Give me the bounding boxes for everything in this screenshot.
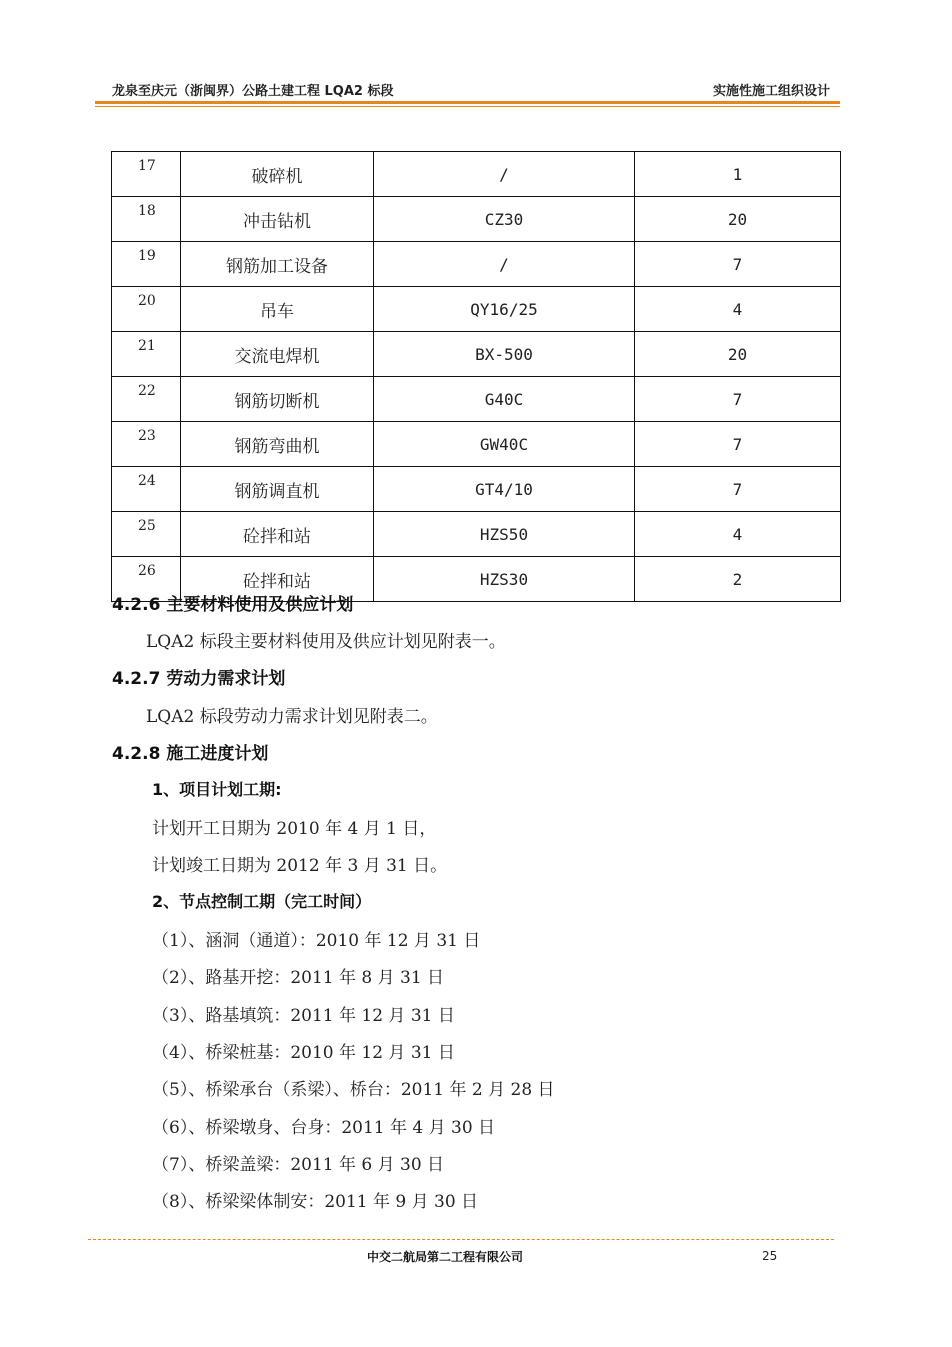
planned-completion-date: 计划竣工日期为 2012 年 3 月 31 日。 xyxy=(152,856,448,876)
table-row xyxy=(112,332,841,377)
milestone-item: （8）、桥梁梁体制安：2011 年 9 月 30 日 xyxy=(152,1192,479,1212)
planned-start-date: 计划开工日期为 2010 年 4 月 1 日， xyxy=(152,819,437,839)
header-project-title: 龙泉至庆元（浙闽界）公路土建工程 LQA2 标段 xyxy=(112,84,394,99)
equipment-model: CZ30 xyxy=(374,197,635,242)
equipment-model: GT4/10 xyxy=(374,467,635,512)
equipment-quantity: 2 xyxy=(635,557,841,602)
table-row xyxy=(112,422,841,467)
row-number: 17 xyxy=(112,152,181,197)
equipment-name: 钢筋弯曲机 xyxy=(181,422,374,467)
equipment-model: BX-500 xyxy=(374,332,635,377)
equipment-quantity: 7 xyxy=(635,467,841,512)
table-row xyxy=(112,152,841,197)
equipment-name: 冲击钻机 xyxy=(181,197,374,242)
page-header xyxy=(112,76,830,100)
footer-company-name: 中交二航局第二工程有限公司 xyxy=(366,1250,523,1264)
footer-divider xyxy=(88,1239,834,1240)
equipment-name: 钢筋切断机 xyxy=(181,377,374,422)
page-number: 25 xyxy=(762,1249,778,1263)
table-row xyxy=(112,467,841,512)
row-number: 25 xyxy=(112,512,181,557)
equipment-quantity: 4 xyxy=(635,512,841,557)
equipment-model: / xyxy=(374,152,635,197)
table-row xyxy=(112,512,841,557)
equipment-name: 砼拌和站 xyxy=(181,512,374,557)
equipment-name: 钢筋调直机 xyxy=(181,467,374,512)
subheading-project-period: 1、项目计划工期: xyxy=(152,780,282,799)
equipment-quantity: 7 xyxy=(635,242,841,287)
equipment-table xyxy=(111,151,841,602)
row-number: 21 xyxy=(112,332,181,377)
table-row xyxy=(112,197,841,242)
equipment-quantity: 4 xyxy=(635,287,841,332)
equipment-quantity: 1 xyxy=(635,152,841,197)
equipment-name: 交流电焊机 xyxy=(181,332,374,377)
row-number: 26 xyxy=(112,557,181,602)
header-rule-thick xyxy=(95,101,840,104)
row-number: 18 xyxy=(112,197,181,242)
section-4-2-7-text: LQA2 标段劳动力需求计划见附表二。 xyxy=(146,707,438,727)
milestone-item: （6）、桥梁墩身、台身：2011 年 4 月 30 日 xyxy=(152,1118,496,1138)
milestone-item: （2）、路基开挖：2011 年 8 月 31 日 xyxy=(152,968,445,988)
header-doc-title: 实施性施工组织设计 xyxy=(712,84,830,99)
section-4-2-8-heading: 4.2.8 施工进度计划 xyxy=(112,744,269,764)
equipment-model: HZS30 xyxy=(374,557,635,602)
equipment-model: HZS50 xyxy=(374,512,635,557)
table-row xyxy=(112,242,841,287)
row-number: 19 xyxy=(112,242,181,287)
equipment-quantity: 20 xyxy=(635,332,841,377)
equipment-quantity: 7 xyxy=(635,377,841,422)
milestone-item: （1）、涵洞（通道）：2010 年 12 月 31 日 xyxy=(152,931,481,951)
milestone-item: （5）、桥梁承台（系梁）、桥台：2011 年 2 月 28 日 xyxy=(152,1080,555,1100)
equipment-model: G40C xyxy=(374,377,635,422)
header-rule-thin xyxy=(95,106,840,107)
table-row xyxy=(112,287,841,332)
milestone-item: （7）、桥梁盖梁：2011 年 6 月 30 日 xyxy=(152,1155,445,1175)
equipment-model: QY16/25 xyxy=(374,287,635,332)
milestone-item: （4）、桥梁桩基：2010 年 12 月 31 日 xyxy=(152,1043,455,1063)
section-4-2-6-text: LQA2 标段主要材料使用及供应计划见附表一。 xyxy=(146,632,506,652)
equipment-name: 钢筋加工设备 xyxy=(181,242,374,287)
row-number: 23 xyxy=(112,422,181,467)
row-number: 22 xyxy=(112,377,181,422)
table-row xyxy=(112,377,841,422)
row-number: 24 xyxy=(112,467,181,512)
equipment-name: 砼拌和站 xyxy=(181,557,374,602)
section-4-2-6-heading: 4.2.6 主要材料使用及供应计划 xyxy=(112,595,354,615)
row-number: 20 xyxy=(112,287,181,332)
equipment-name: 吊车 xyxy=(181,287,374,332)
milestone-item: （3）、路基填筑：2011 年 12 月 31 日 xyxy=(152,1006,455,1026)
equipment-model: GW40C xyxy=(374,422,635,467)
equipment-quantity: 20 xyxy=(635,197,841,242)
equipment-model: / xyxy=(374,242,635,287)
section-4-2-7-heading: 4.2.7 劳动力需求计划 xyxy=(112,669,286,689)
subheading-milestones: 2、节点控制工期（完工时间） xyxy=(152,892,372,911)
equipment-quantity: 7 xyxy=(635,422,841,467)
equipment-name: 破碎机 xyxy=(181,152,374,197)
